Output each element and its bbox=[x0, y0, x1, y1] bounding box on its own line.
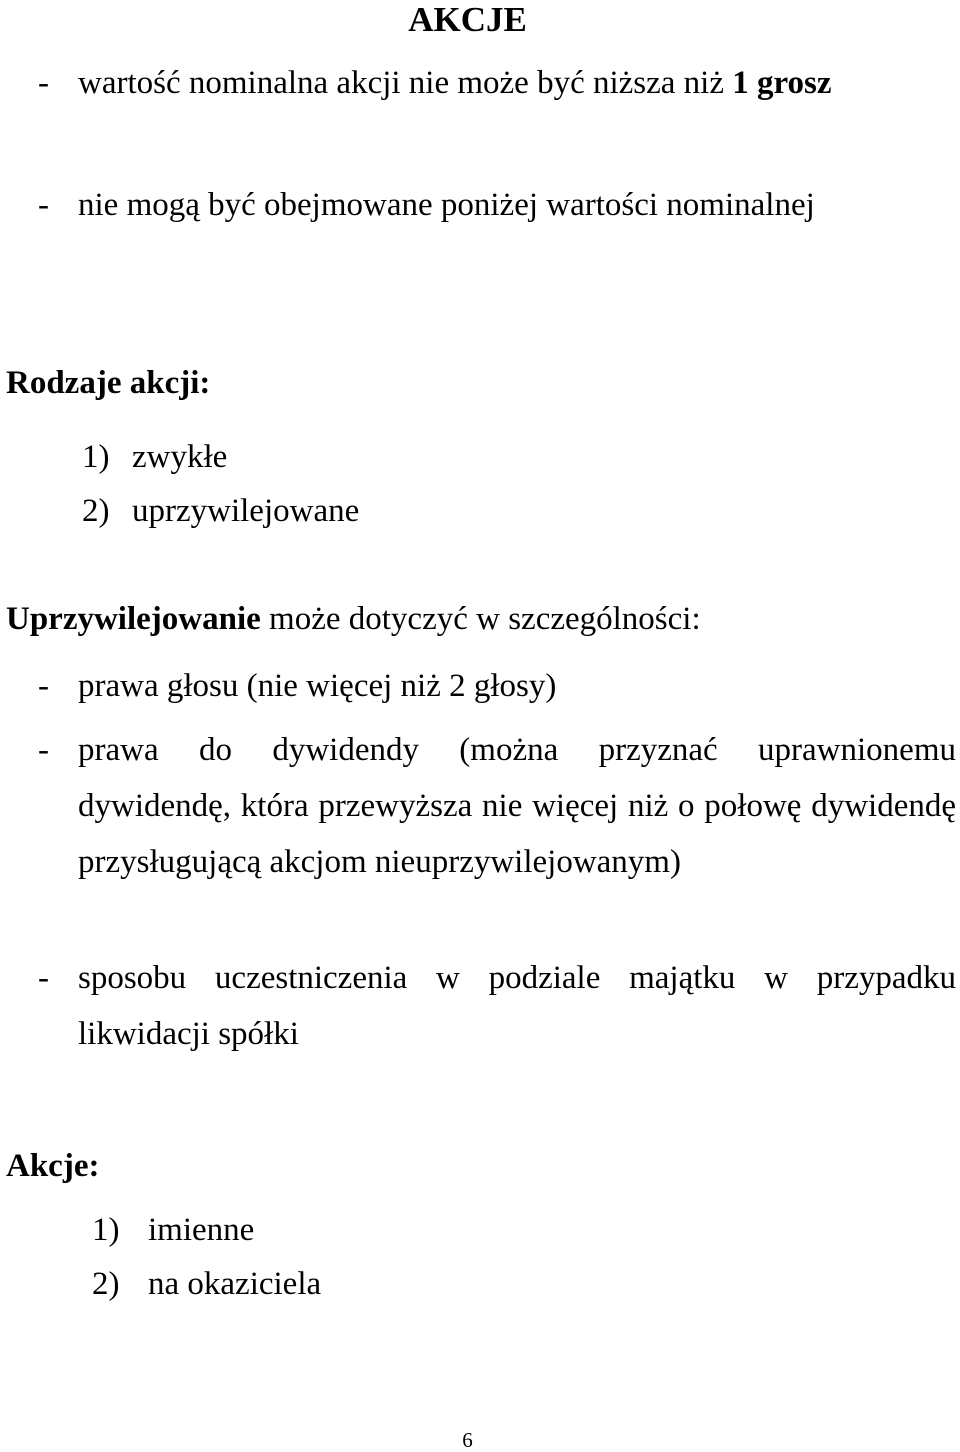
list-item-bearer: na okaziciela bbox=[148, 1266, 322, 1302]
section-heading-shares: Akcje: bbox=[6, 1148, 100, 1184]
heading-bold: Uprzywilejowanie bbox=[6, 601, 261, 637]
page-title: AKCJE bbox=[408, 0, 527, 39]
list-item-preferred: uprzywilejowane bbox=[132, 493, 360, 529]
bullet-bold-text: 1 grosz bbox=[732, 65, 832, 101]
page-number: 6 bbox=[462, 1428, 473, 1452]
list-item-registered: imienne bbox=[148, 1212, 255, 1248]
section-heading-privilege bbox=[6, 603, 701, 636]
heading-rest: może dotyczyć w szczególności: bbox=[260, 601, 701, 637]
bullet-dash: - bbox=[38, 668, 49, 704]
list-item-ordinary: zwykłe bbox=[132, 439, 228, 475]
bullet-dash: - bbox=[38, 732, 49, 768]
bullet-text: wartość nominalna akcji nie może być niższa niż bbox=[78, 65, 733, 101]
bullet-nominal-value bbox=[78, 55, 956, 111]
bullet-liquidation: sposobu uczestniczenia w podziale majątku w przypadku likwidacji spółki bbox=[78, 960, 956, 1052]
bullet-dash: - bbox=[38, 960, 49, 996]
bullet-dash: - bbox=[38, 187, 49, 223]
bullet-voting-rights: prawa głosu (nie więcej niż 2 głosy) bbox=[78, 668, 557, 704]
list-item-number: 1) bbox=[92, 1212, 120, 1248]
bullet-dash: - bbox=[38, 65, 49, 101]
list-item-number: 2) bbox=[82, 493, 110, 529]
section-heading-types: Rodzaje akcji: bbox=[6, 365, 211, 401]
list-item-number: 1) bbox=[82, 439, 110, 475]
list-item-number: 2) bbox=[92, 1266, 120, 1302]
bullet-dividend-rights: prawa do dywidendy (można przyznać uprawnionemu dywidendę, która przewyższa nie więcej niż o połowę dywidendę przysługującą akcjom nieuprzywilejowanym) bbox=[78, 732, 956, 880]
bullet-below-nominal: nie mogą być obejmowane poniżej wartości nominalnej bbox=[78, 187, 815, 223]
